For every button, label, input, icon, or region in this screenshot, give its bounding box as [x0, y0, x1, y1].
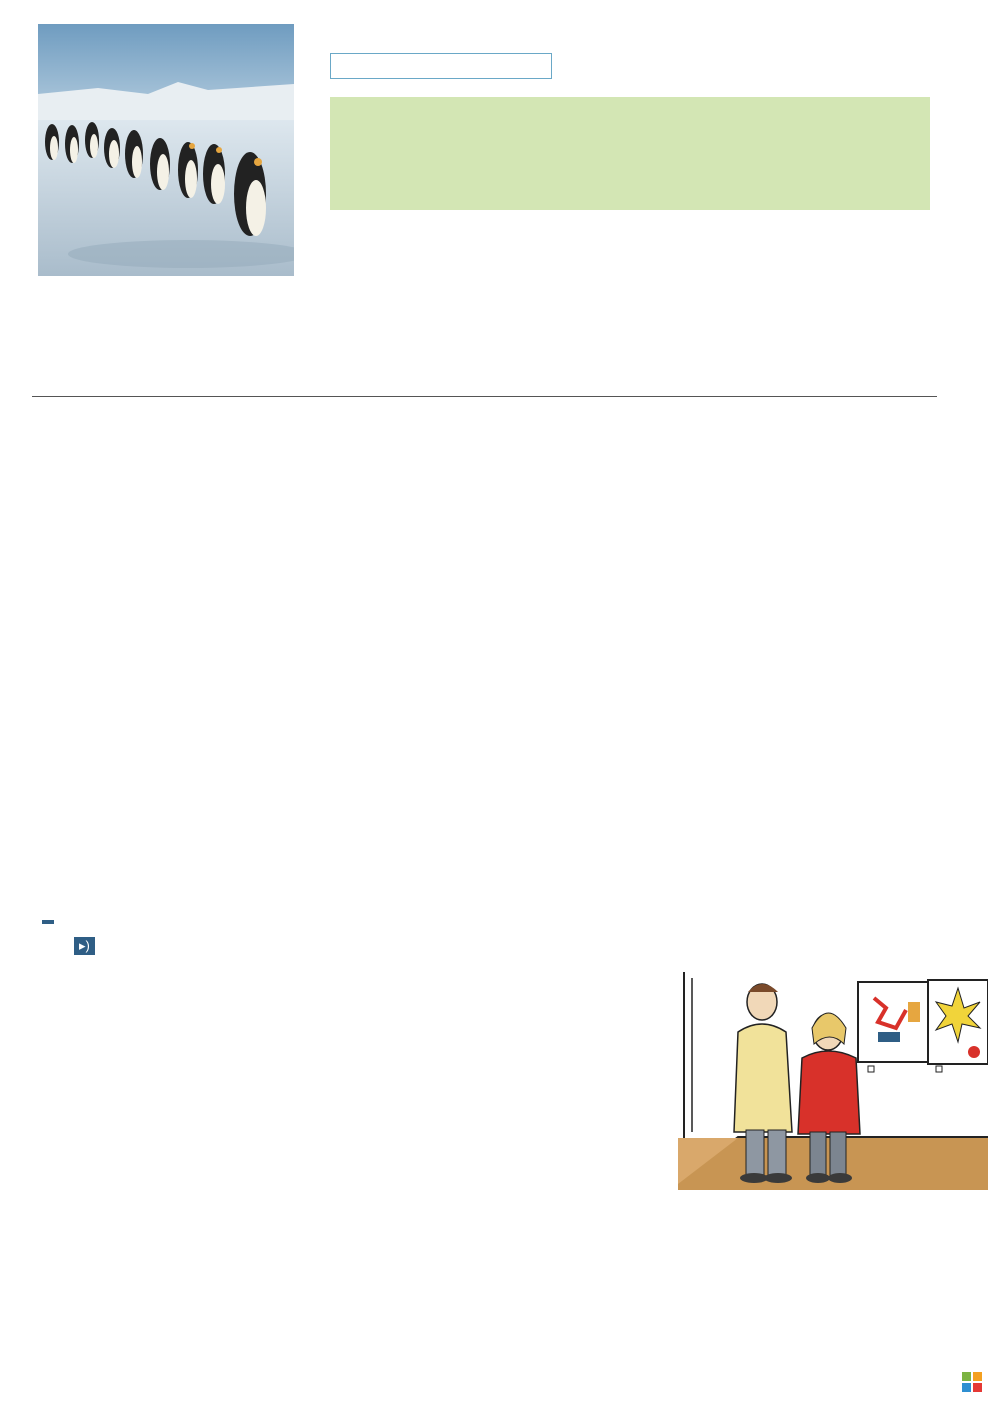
exercise-2-heading — [28, 904, 54, 933]
discussion-question — [330, 358, 348, 377]
discussion-question — [330, 310, 348, 329]
word-box — [330, 53, 552, 79]
penguin-text-box — [330, 97, 930, 210]
exercise-9-title — [312, 287, 318, 302]
liveworksheets-brand — [962, 1372, 988, 1392]
discussion-question — [330, 334, 348, 353]
speaker-icon: ▸) — [79, 937, 90, 953]
exercise-2-heading-line2 — [68, 934, 95, 956]
penguin-image-icon — [38, 24, 294, 276]
section-divider — [32, 396, 937, 397]
penguin-photo — [38, 24, 294, 276]
liveworksheets-logo-icon — [962, 1372, 982, 1392]
grammar-in-use-tag — [42, 920, 54, 924]
exercise-8-title — [312, 22, 318, 38]
audio-track-badge[interactable] — [74, 937, 95, 955]
gallery-illustration-icon — [678, 962, 988, 1190]
exercise-1-heading — [28, 470, 42, 499]
gallery-cartoon — [678, 962, 988, 1190]
